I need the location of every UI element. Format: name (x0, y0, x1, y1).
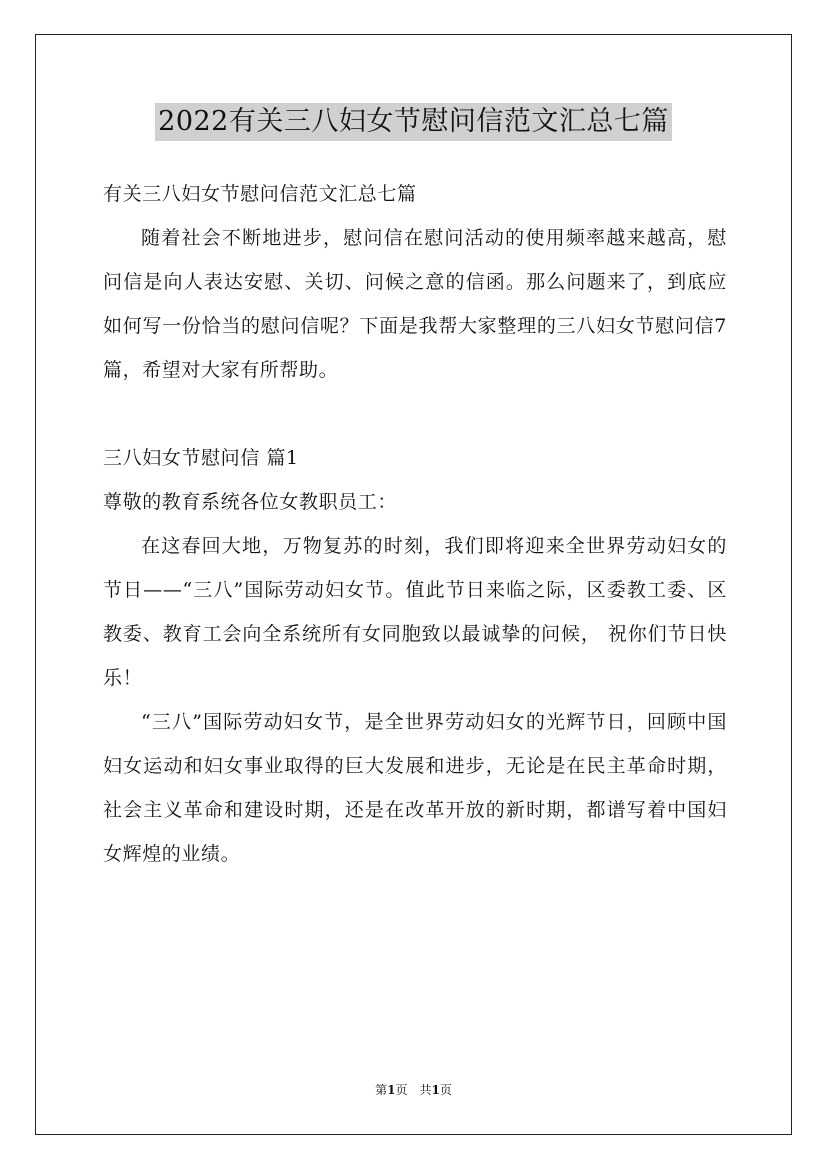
letter-paragraph-1: 在这春回大地，万物复苏的时刻，我们即将迎来全世界劳动妇女的节日——“三八”国际劳动妇女节。值此节日来临之际，区委教工委、区教委、教育工会向全系统所有女同胞致以最诚挚的问候， 祝你们节日快乐！ (103, 535, 727, 689)
section-heading: 三八妇女节慰问信 篇1 (103, 447, 299, 469)
intro-paragraph: 随着社会不断地进步，慰问信在慰问活动的使用频率越来越高，慰问信是向人表达安慰、关切、问候之意的信函。那么问题来了，到底应如何写一份恰当的慰问信呢？下面是我帮大家整理的三八妇女节慰问信7篇，希望对大家有所帮助。 (103, 227, 727, 381)
section-spacer (103, 392, 727, 436)
current-page-number: 1 (387, 1083, 396, 1097)
document-body (103, 172, 727, 876)
document-subtitle: 有关三八妇女节慰问信范文汇总七篇 (103, 183, 417, 205)
title-container (0, 103, 827, 141)
letter-paragraph-2: “三八”国际劳动妇女节，是全世界劳动妇女的光辉节日，回顾中国妇女运动和妇女事业取得的巨大发展和进步，无论是在民主革命时期，社会主义革命和建设时期，还是在改革开放的新时期，都谱写着中国妇女辉煌的业绩。 (103, 711, 727, 865)
page-prefix: 第 (375, 1083, 388, 1097)
letter-salutation: 尊敬的教育系统各位女教职员工： (103, 491, 398, 513)
total-page-number: 1 (431, 1083, 440, 1097)
page-suffix: 页 (439, 1083, 452, 1097)
document-title: 2022有关三八妇女节慰问信范文汇总七篇 (155, 103, 672, 141)
page-footer (0, 1082, 827, 1098)
page-mid: 页 共 (395, 1083, 432, 1097)
